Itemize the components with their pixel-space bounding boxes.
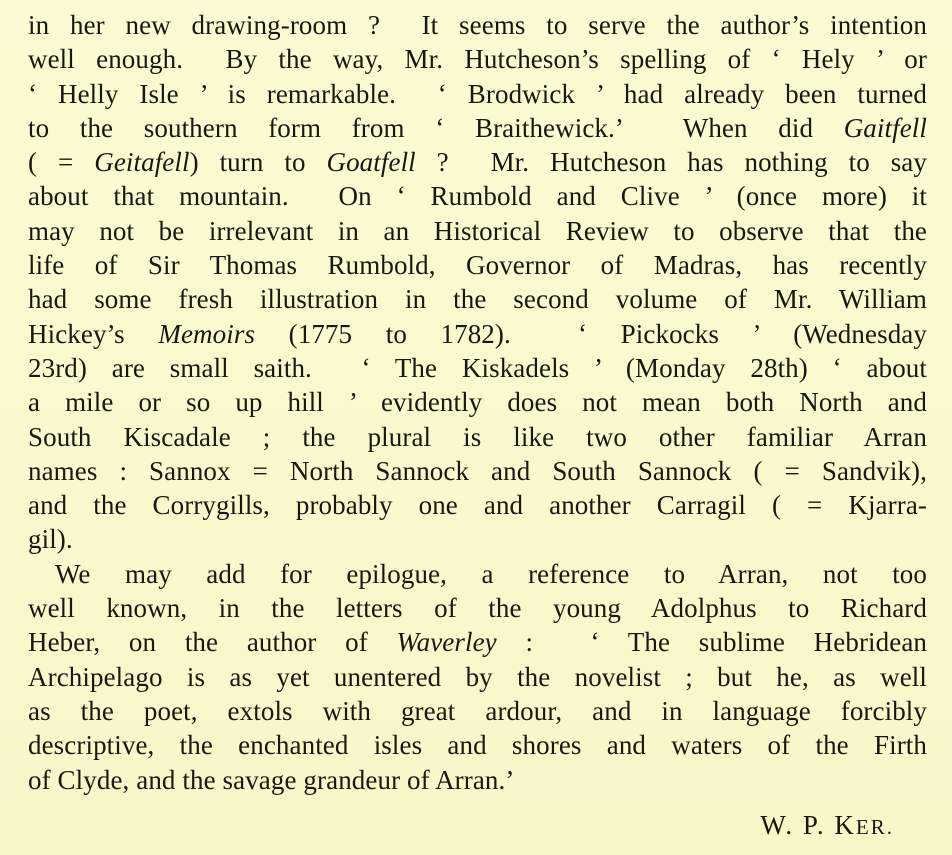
italic-book-title: Memoirs <box>158 318 256 349</box>
italic-place-name: Gaitfell <box>843 112 927 143</box>
text-line: ( = Geitafell) turn to Goatfell ? Mr. Hutcheson has nothing to say <box>28 147 927 178</box>
text-line: of Clyde, and the savage grandeur of Arran.’ <box>28 764 515 795</box>
text-line: Archipelago is as yet unentered by the novelist ; but he, as well <box>28 661 927 692</box>
text-line: a mile or so up hill ’ evidently does not mean both North and <box>28 387 927 418</box>
text-line: Heber, on the author of Waverley : ‘ The sublime Hebridean <box>28 627 927 658</box>
text-line: and the Corrygills, probably one and another Carragil ( = Kjarra- <box>28 490 927 521</box>
text-line: as the poet, extols with great ardour, and in language forcibly <box>28 695 927 726</box>
author-signature: W. P. KER. <box>760 810 894 840</box>
text-line: well known, in the letters of the young Adolphus to Richard <box>28 593 927 624</box>
text-line: descriptive, the enchanted isles and shores and waters of the Firth <box>28 730 927 761</box>
text-line: life of Sir Thomas Rumbold, Governor of Madras, has recently <box>28 250 927 281</box>
text-line: South Kiscadale ; the plural is like two other familiar Arran <box>28 421 927 452</box>
text-line: gil). <box>28 524 73 555</box>
text-line: 23rd) are small saith. ‘ The Kiskadels ’ (Monday 28th) ‘ about <box>28 352 927 383</box>
italic-book-title: Waverley <box>396 627 497 658</box>
text-line: ‘ Helly Isle ’ is remarkable. ‘ Brodwick ’ had already been turned <box>28 78 927 109</box>
text-line: about that mountain. On ‘ Rumbold and Clive ’ (once more) it <box>28 181 927 212</box>
text-line: names : Sannox = North Sannock and South Sannock ( = Sandvik), <box>28 455 927 486</box>
text-line: to the southern form from ‘ Braithewick.’ When did Gaitfell <box>28 112 927 143</box>
text-line: Hickey’s Memoirs (1775 to 1782). ‘ Pickocks ’ (Wednesday <box>28 318 927 349</box>
italic-place-name: Goatfell <box>326 147 416 178</box>
text-line: had some fresh illustration in the second volume of Mr. William <box>28 284 927 315</box>
text-line: well enough. By the way, Mr. Hutcheson’s spelling of ‘ Hely ’ or <box>28 44 927 75</box>
text-line: in her new drawing-room ? It seems to serve the author’s intention <box>28 10 927 40</box>
body-text <box>28 8 927 797</box>
italic-place-name: Geitafell <box>94 147 190 178</box>
paragraph-2 <box>28 557 927 797</box>
paragraph-1 <box>28 8 927 557</box>
text-line: may not be irrelevant in an Historical Review to observe that the <box>28 215 927 246</box>
text-line: We may add for epilogue, a reference to Arran, not too <box>55 558 927 589</box>
